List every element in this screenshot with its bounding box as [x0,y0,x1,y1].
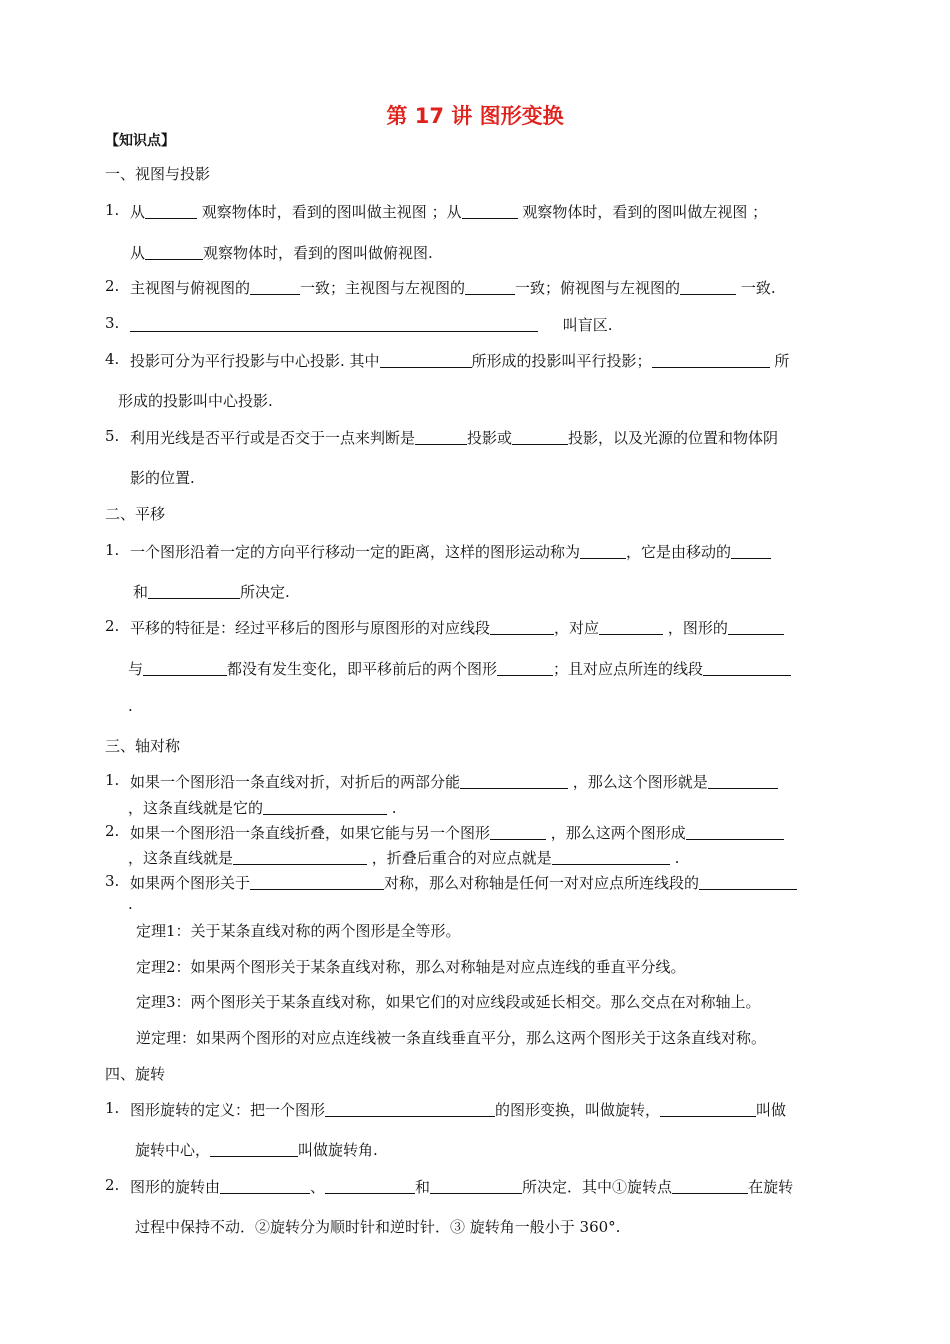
question-line [130,541,771,562]
text: 和 [133,583,149,601]
answer-blank[interactable] [660,1101,756,1117]
answer-blank[interactable] [490,824,546,840]
text: 所 [774,352,790,370]
text: 从 [130,244,146,262]
text: 所决定．其中①旋转点 [522,1178,673,1196]
answer-blank[interactable] [220,1178,310,1194]
answer-blank[interactable] [708,773,778,789]
text: 的图形变换，叫做旋转， [495,1101,661,1119]
item-number: 5. [105,427,120,445]
page-title: 第 17 讲 图形变换 [386,104,564,128]
question-line [130,1099,786,1120]
text: 投影或 [467,429,513,447]
answer-blank[interactable] [210,1141,298,1157]
answer-blank[interactable] [130,316,538,332]
text: 一致；俯视图与左视图的 [515,279,681,297]
answer-blank[interactable] [145,203,197,219]
answer-blank[interactable] [325,1178,415,1194]
text: 叫盲区. [562,316,613,334]
answer-blank[interactable] [430,1178,522,1194]
answer-blank[interactable] [250,279,300,295]
question-line [130,350,789,371]
answer-blank[interactable] [497,660,553,676]
answer-blank[interactable] [731,543,771,559]
answer-blank[interactable] [462,203,518,219]
question-line [130,242,433,263]
answer-blank[interactable] [460,773,568,789]
answer-blank[interactable] [143,660,227,676]
text: ，那么这两个图形成 [550,824,686,842]
text: 与 [128,660,144,678]
item-number: 2. [105,617,120,635]
item-number: 4. [105,350,120,368]
text: 如果一个图形沿一条直线折叠，如果它能与另一个图形 [130,824,491,842]
answer-blank[interactable] [148,583,240,599]
answer-blank[interactable] [465,279,515,295]
text: 对称，那么对称轴是任何一对对应点所连线段的 [384,874,700,892]
question-line [130,427,778,448]
text: 投影，以及光源的位置和物体阴 [568,429,779,447]
text: 如果一个图形沿一条直线对折，对折后的两部分能 [130,773,461,791]
answer-blank[interactable] [233,849,367,865]
answer-blank[interactable] [728,619,784,635]
text: 所决定. [240,583,290,601]
answer-blank[interactable] [552,849,670,865]
answer-blank[interactable] [380,352,472,368]
question-line [130,822,784,843]
text: 影的位置. [130,469,195,487]
question-line [128,658,791,679]
text: 和 [415,1178,431,1196]
question-line [128,895,133,913]
theorem-3: 定理3：两个图形关于某条直线对称，如果它们的对应线段或延长相交。那么交点在对称轴上。 [136,993,761,1011]
question-line [130,1176,793,1197]
text: 一致；主视图与左视图的 [300,279,466,297]
text: 如果两个图形关于 [130,874,251,892]
question-line [130,314,613,335]
answer-blank[interactable] [686,824,784,840]
text: ，这条直线就是 [128,849,234,867]
section-heading-axial-symmetry: 三、轴对称 [105,737,181,755]
item-number: 1. [105,1099,120,1117]
text: ，那么这个图形就是 [572,773,708,791]
answer-blank[interactable] [680,279,736,295]
answer-blank[interactable] [512,429,568,445]
text: . [674,849,680,867]
text: 一致. [740,279,776,297]
question-line [130,617,784,638]
question-line [128,797,397,818]
theorem-2: 定理2：如果两个图形关于某条直线对称，那么对称轴是对应点连线的垂直平分线。 [136,958,686,976]
text: 图形的旋转由 [130,1178,221,1196]
question-line [130,201,767,222]
text: 旋转中心， [135,1141,211,1159]
text: 投影可分为平行投影与中心投影. 其中 [130,352,380,370]
item-number: 3. [105,314,120,332]
text: 过程中保持不动．②旋转分为顺时针和逆时针．③ 旋转角一般小于 360°. [135,1218,621,1236]
item-number: 2. [105,1176,120,1194]
item-number: 1. [105,771,120,789]
text: 、 [310,1178,326,1196]
text: 形成的投影叫中心投影. [118,392,273,410]
text: . [128,697,133,715]
text: ，这条直线就是它的 [128,799,264,817]
question-line [118,390,273,411]
text: ，图形的 [667,619,728,637]
item-number: 1. [105,541,120,559]
answer-blank[interactable] [263,799,387,815]
section-heading-rotation: 四、旋转 [105,1065,166,1083]
text: ；且对应点所连的线段 [553,660,704,678]
item-number: 3. [105,872,120,890]
section-heading-translation: 二、平移 [105,505,166,523]
answer-blank[interactable] [652,352,770,368]
item-number: 1. [105,201,120,219]
item-number: 2. [105,822,120,840]
text: 利用光线是否平行或是否交于一点来判断是 [130,429,416,447]
answer-blank[interactable] [325,1101,495,1117]
knowledge-tag: 【知识点】 [105,133,175,149]
text: 叫做旋转角. [298,1141,378,1159]
question-line [130,872,797,893]
answer-blank[interactable] [490,619,554,635]
text: 在旋转 [748,1178,794,1196]
question-line [128,697,133,715]
converse-theorem: 逆定理：如果两个图形的对应点连线被一条直线垂直平分，那么这两个图形关于这条直线对称。 [136,1029,767,1047]
text: 一个图形沿着一定的方向平行移动一定的距离，这样的图形运动称为 [130,543,581,561]
question-line [135,1139,378,1160]
text: 观察物体时，看到的图叫做俯视图. [203,244,433,262]
answer-blank[interactable] [250,874,384,890]
question-line [130,771,778,792]
text: 都没有发生变化，即平移前后的两个图形 [227,660,498,678]
text: . [128,895,133,913]
question-line [135,1216,620,1237]
text: 平移的特征是：经过平移后的图形与原图形的对应线段 [130,619,491,637]
question-line [130,467,195,488]
answer-blank[interactable] [703,660,791,676]
item-number: 2. [105,277,120,295]
question-line [133,581,290,602]
answer-blank[interactable] [699,874,797,890]
text: 图形旋转的定义：把一个图形 [130,1101,326,1119]
text: 主视图与俯视图的 [130,279,251,297]
theorem-1: 定理1：关于某条直线对称的两个图形是全等形。 [136,922,461,940]
text: 观察物体时，看到的图叫做左视图 ； [522,203,768,221]
answer-blank[interactable] [145,244,203,260]
question-line [130,277,776,298]
answer-blank[interactable] [672,1178,748,1194]
text: 所形成的投影叫平行投影； [471,352,652,370]
text: ，折叠后重合的对应点就是 [371,849,552,867]
section-heading-views: 一、视图与投影 [105,165,211,183]
text: ，对应 [554,619,600,637]
text: 观察物体时，看到的图叫做主视图 ；从 [201,203,462,221]
text: 从 [130,203,146,221]
text: . [391,799,397,817]
answer-blank[interactable] [415,429,467,445]
answer-blank[interactable] [580,543,626,559]
text: 叫做 [756,1101,787,1119]
text: ，它是由移动的 [626,543,732,561]
question-line [128,847,679,868]
answer-blank[interactable] [599,619,663,635]
